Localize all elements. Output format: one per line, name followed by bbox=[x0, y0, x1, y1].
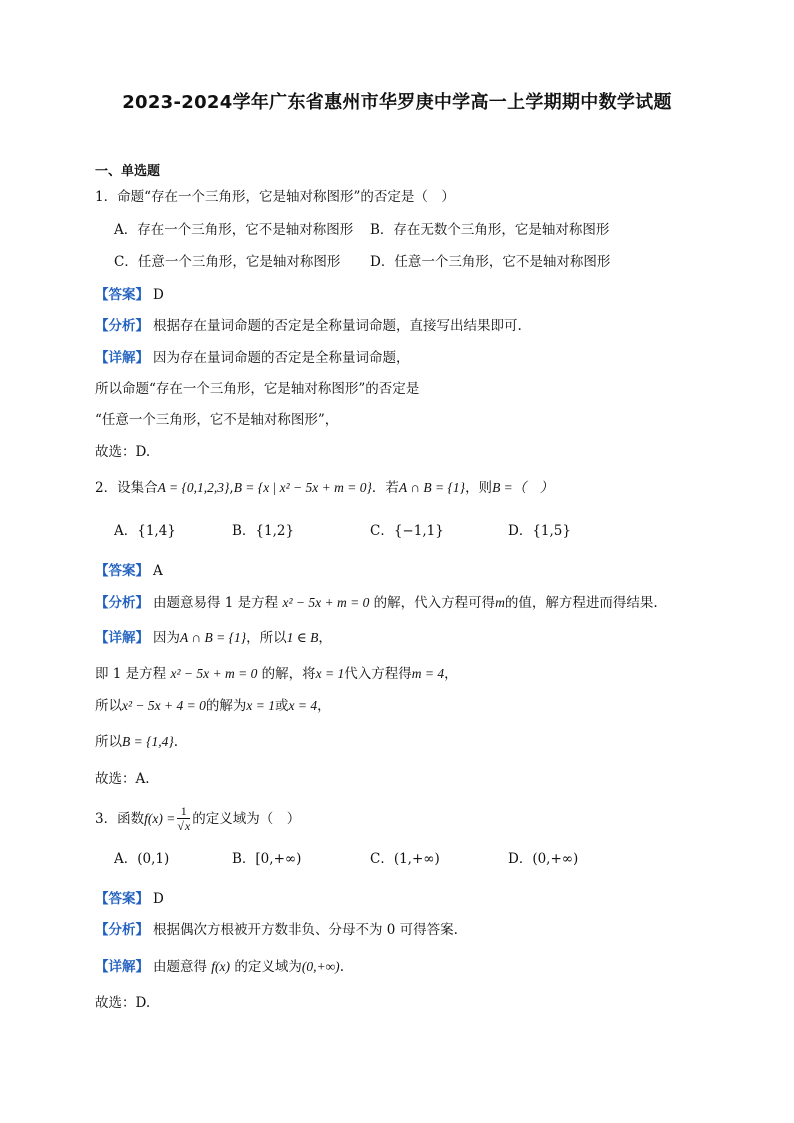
detail-tag: 【详解】 bbox=[95, 630, 149, 646]
analysis-tag: 【分析】 bbox=[95, 318, 149, 334]
q2-analysis-var: m bbox=[495, 595, 505, 610]
q1-analysis-text: 根据存在量词命题的否定是全称量词命题，直接写出结果即可. bbox=[153, 318, 522, 334]
q2-detail-math: x² − 5x + m = 0 bbox=[170, 666, 258, 681]
q2-detail-math: x = 1 bbox=[315, 666, 345, 681]
q1-conclusion: 故选：D. bbox=[95, 444, 151, 460]
q3-option-b: B．[0,+∞) bbox=[232, 851, 302, 867]
q2-detail-text: ，所以 bbox=[246, 630, 287, 646]
q3-conclusion: 故选：D. bbox=[95, 995, 151, 1011]
section-heading: 一、单选题 bbox=[95, 164, 161, 179]
q3-fraction-numerator: 1 bbox=[177, 805, 190, 819]
q2-detail-text: 因为 bbox=[153, 630, 180, 646]
q3-detail-text: . bbox=[339, 959, 344, 975]
q2-analysis-text: 由题意易得 1 是方程 bbox=[153, 595, 279, 611]
q2-detail-math: 1 ∈ B bbox=[286, 630, 319, 645]
answer-tag: 【答案】 bbox=[95, 563, 149, 579]
q2-detail-text: 的解，将 bbox=[261, 666, 316, 682]
q1-answer bbox=[95, 285, 164, 305]
q2-stem-prefix: 2．设集合 bbox=[95, 480, 158, 496]
q2-set-b: B = {x | x² − 5x + m = 0} bbox=[233, 480, 372, 495]
q2-answer-value: A bbox=[153, 563, 163, 579]
q3-option-c: C．(1,+∞) bbox=[370, 851, 440, 867]
detail-tag: 【详解】 bbox=[95, 959, 149, 975]
q3-detail-math: (0,+∞) bbox=[301, 959, 340, 974]
q2-detail-text: 代入方程得 bbox=[344, 666, 412, 682]
q3-stem-suffix: 的定义域为（ ） bbox=[192, 811, 301, 827]
q3-fraction bbox=[177, 805, 190, 834]
q2-condition: A ∩ B = {1} bbox=[398, 480, 466, 495]
q3-answer-value: D bbox=[153, 891, 164, 907]
q3-fraction-denominator: √x bbox=[177, 819, 191, 833]
q3-analysis-text: 根据偶次方根被开方数非负、分母不为 0 可得答案. bbox=[153, 922, 458, 938]
q2-detail-math: m = 4 bbox=[411, 666, 445, 681]
q1-detail-line: 所以命题“存在一个三角形，它是轴对称图形”的否定是 bbox=[95, 381, 420, 397]
q2-stem-mid: ．若 bbox=[371, 480, 399, 496]
q2-stem: 2．设集合A = {0,1,2,3},B = {x | x² − 5x + m = 0}．若A ∩ B = {1}，则B =（ ） bbox=[95, 480, 554, 496]
q2-detail-text: 所以 bbox=[95, 734, 122, 750]
q2-option-c: C．{−1,1} bbox=[370, 523, 444, 539]
q2-set-a: A = {0,1,2,3} bbox=[157, 480, 230, 495]
q2-detail-text: 所以 bbox=[95, 698, 122, 714]
q2-detail bbox=[95, 628, 332, 648]
answer-tag: 【答案】 bbox=[95, 891, 149, 907]
q2-detail-math: x² − 5x + 4 = 0 bbox=[122, 698, 206, 713]
q2-detail-line bbox=[95, 732, 178, 752]
q3-analysis bbox=[95, 920, 458, 940]
q1-detail-line: 因为存在量词命题的否定是全称量词命题， bbox=[153, 350, 410, 366]
q3-option-a: A．(0,1) bbox=[114, 851, 170, 867]
q2-detail-math: B = {1,4} bbox=[122, 734, 174, 749]
q2-detail-text: ， bbox=[317, 698, 331, 714]
q2-detail-text: ， bbox=[318, 630, 332, 646]
q3-detail bbox=[95, 957, 344, 977]
q1-detail-line: “任意一个三角形，它不是轴对称图形”， bbox=[95, 412, 339, 428]
answer-tag: 【答案】 bbox=[95, 287, 149, 303]
q2-detail-text: 或 bbox=[274, 698, 289, 714]
q2-option-a: A．{1,4} bbox=[114, 523, 176, 539]
q1-answer-value: D bbox=[153, 287, 164, 303]
q2-answer bbox=[95, 561, 163, 581]
q3-option-d: D．(0,+∞) bbox=[508, 851, 579, 867]
q3-stem bbox=[95, 802, 300, 836]
q2-stem-end: B =（ ） bbox=[492, 480, 554, 495]
q2-detail-math: x = 1 bbox=[246, 698, 275, 713]
q2-detail-line bbox=[95, 664, 458, 684]
page-title: 2023-2024学年广东省惠州市华罗庚中学高一上学期期中数学试题 bbox=[122, 92, 672, 113]
q2-analysis-text: 的解，代入方程可得 bbox=[373, 595, 496, 611]
q2-detail-text: 即 1 是方程 bbox=[95, 666, 167, 682]
analysis-tag: 【分析】 bbox=[95, 922, 149, 938]
q3-detail-text: 的定义域为 bbox=[234, 959, 302, 975]
q2-analysis-text: 的值，解方程进而得结果. bbox=[504, 595, 658, 611]
q2-detail-text: ， bbox=[444, 666, 458, 682]
q2-analysis bbox=[95, 593, 658, 613]
q2-detail-math: x = 4 bbox=[288, 698, 318, 713]
detail-tag: 【详解】 bbox=[95, 350, 149, 366]
q3-detail-text: 由题意得 bbox=[153, 959, 207, 975]
q2-stem-suffix: ，则 bbox=[465, 480, 493, 496]
q2-option-b: B．{1,2} bbox=[232, 523, 295, 539]
q1-analysis bbox=[95, 316, 522, 336]
q2-conclusion: 故选：A. bbox=[95, 771, 150, 787]
q2-detail-text: . bbox=[173, 734, 179, 750]
q1-detail bbox=[95, 348, 410, 368]
q3-detail-math: f(x) bbox=[211, 959, 231, 974]
q1-option-d: D．任意一个三角形，它不是轴对称图形 bbox=[370, 254, 611, 270]
q3-stem-prefix: 3．函数 bbox=[95, 811, 145, 827]
q2-detail-text: 的解为 bbox=[205, 698, 247, 714]
q2-detail-math: A ∩ B = {1} bbox=[180, 630, 247, 645]
q1-option-c: C．任意一个三角形，它是轴对称图形 bbox=[114, 254, 341, 270]
q3-answer bbox=[95, 889, 164, 909]
q1-option-b: B．存在无数个三角形，它是轴对称图形 bbox=[370, 222, 610, 238]
q1-option-a: A．存在一个三角形，它不是轴对称图形 bbox=[114, 222, 354, 238]
q2-detail-line bbox=[95, 696, 331, 716]
q3-sqrt-radicand: x bbox=[184, 819, 191, 833]
q3-function: f(x) = bbox=[144, 811, 176, 826]
analysis-tag: 【分析】 bbox=[95, 595, 149, 611]
q2-option-d: D．{1,5} bbox=[508, 523, 571, 539]
q1-stem: 1．命题“存在一个三角形，它是轴对称图形”的否定是（ ） bbox=[95, 189, 455, 205]
q2-analysis-equation: x² − 5x + m = 0 bbox=[282, 595, 370, 610]
